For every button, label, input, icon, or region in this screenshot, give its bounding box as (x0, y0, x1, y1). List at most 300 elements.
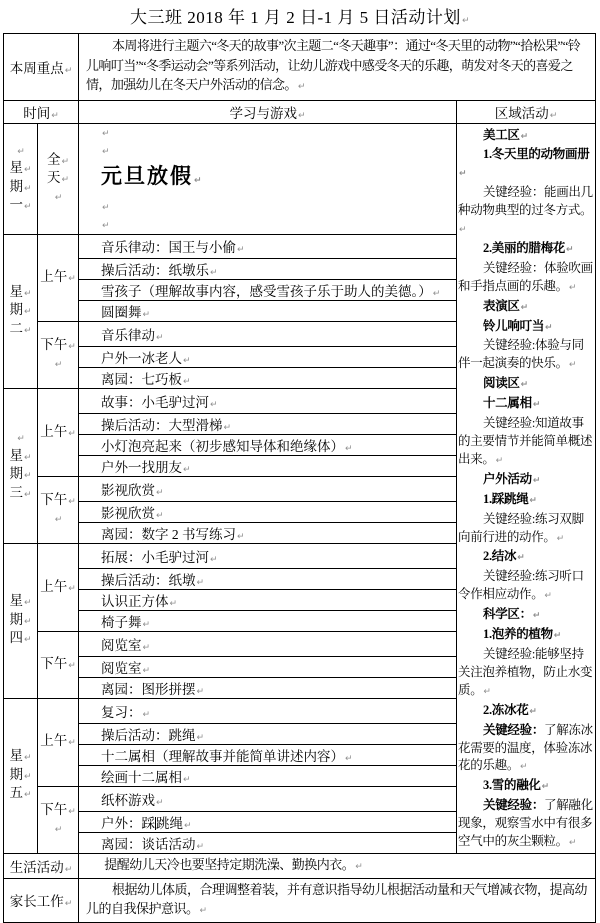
key-experience (458, 184, 594, 240)
activity-cell[interactable] (79, 723, 457, 744)
pilcrow-icon: ↵ (68, 738, 76, 749)
activity-text: 户外一找朋友 (101, 460, 183, 476)
day-label-5 (4, 699, 38, 854)
activity-cell[interactable] (79, 590, 457, 611)
pilcrow-icon: ↵ (432, 289, 441, 300)
pilcrow-icon: ↵ (568, 360, 577, 371)
day-label-char: 期 (9, 302, 23, 318)
activity-text: 跳绳 (156, 815, 184, 831)
region-heading (458, 318, 594, 338)
activity-text: 操后活动：纸墩 (101, 573, 196, 589)
pilcrow-icon: ↵ (532, 475, 541, 486)
activity-cell[interactable] (79, 765, 457, 786)
day-label-char: 五 (9, 785, 23, 801)
pilcrow-icon: ↵ (23, 489, 32, 500)
pilcrow-icon: ↵ (196, 687, 205, 698)
activity-text: 阅览室 (101, 638, 142, 654)
period-label-line (38, 579, 78, 597)
key-experience (458, 646, 594, 702)
pilcrow-icon: ↵ (541, 782, 549, 793)
day-label-line (4, 160, 37, 179)
day-label-2 (4, 234, 38, 389)
pilcrow-icon: ↵ (183, 465, 191, 476)
key-experience-text: 体验吹画和手指点画的乐趣。 (458, 260, 593, 293)
week-focus-cell (79, 34, 596, 101)
pilcrow-icon: ↵ (532, 400, 541, 411)
activity-cell[interactable] (79, 632, 457, 657)
holiday-label: 元旦放假 (101, 163, 194, 188)
activity-cell[interactable] (79, 280, 457, 301)
day-label-line (4, 179, 37, 198)
day-label-char: 四 (9, 630, 23, 646)
pilcrow-icon: ↵ (194, 175, 204, 186)
activity-cell[interactable] (79, 477, 457, 502)
key-experience-label: 关键经验: (483, 338, 535, 353)
col-header-region (457, 100, 596, 123)
day-label-3 (4, 389, 38, 544)
activity-text: 离园：七巧板 (101, 372, 183, 388)
period-label-line (38, 802, 78, 820)
pilcrow-icon: ↵ (102, 128, 110, 139)
pilcrow-icon: ↵ (61, 156, 70, 167)
day-label-1 (4, 123, 38, 234)
pilcrow-icon: ↵ (520, 380, 528, 391)
pilcrow-icon: ↵ (196, 732, 205, 743)
period-label-line (38, 733, 78, 751)
pilcrow-icon: ↵ (237, 245, 245, 256)
pilcrow-icon: ↵ (169, 599, 178, 610)
period-label-line (38, 656, 78, 674)
pilcrow-icon: ↵ (156, 511, 164, 522)
pilcrow-icon: ↵ (156, 797, 164, 808)
pilcrow-icon: ↵ (345, 444, 353, 455)
activity-text: 故事：小毛驴过河 (101, 395, 210, 411)
plan-table (3, 33, 596, 923)
parent-work-row-cell (79, 878, 596, 922)
pilcrow-icon: ↵ (532, 611, 541, 622)
activity-cell[interactable] (79, 678, 457, 699)
day-label-char: 星 (9, 593, 23, 609)
pilcrow-icon: ↵ (51, 110, 59, 121)
day-label-char: 期 (9, 466, 23, 482)
pilcrow-icon: ↵ (23, 616, 32, 627)
key-experience-text: 练习听口令作相应动作。 (458, 569, 584, 602)
pilcrow-icon: ↵ (529, 495, 537, 506)
period-label (38, 322, 79, 389)
activity-text: 阅览室 (101, 661, 142, 677)
activity-text: 拓展：小毛驴过河 (101, 550, 210, 566)
pilcrow-icon: ↵ (544, 591, 552, 602)
day-label-line (4, 197, 37, 216)
life-activity-row-cell (79, 853, 596, 878)
life-activity-row-text (79, 854, 595, 878)
activity-cell[interactable] (79, 123, 457, 234)
region-heading (458, 127, 594, 147)
activity-text: 椅子舞 (101, 615, 142, 631)
activity-cell[interactable] (79, 611, 457, 632)
activity-cell[interactable] (79, 435, 457, 456)
period-label (38, 632, 79, 699)
day-label-line (4, 748, 37, 767)
pilcrow-icon: ↵ (156, 488, 164, 499)
activity-cell[interactable] (79, 301, 457, 322)
activity-text: 音乐律动 (101, 328, 156, 344)
period-label-text: 上午 (40, 733, 68, 749)
day-label-line (4, 630, 37, 649)
week-focus-label-text: 本周重点 (9, 60, 64, 76)
day-label-line (4, 785, 37, 804)
activity-cell[interactable] (79, 786, 457, 811)
pilcrow-icon: ↵ (64, 65, 73, 76)
parent-work-row-label (4, 878, 79, 922)
pilcrow-icon: ↵ (237, 532, 245, 543)
activity-text: 离园：谈话活动 (101, 836, 196, 852)
pilcrow-icon: ↵ (553, 631, 562, 642)
pilcrow-icon: ↵ (297, 110, 306, 121)
pilcrow-icon: ↵ (520, 131, 528, 142)
period-label-text: 上午 (40, 423, 68, 439)
activity-cell[interactable] (79, 414, 457, 435)
period-label (38, 544, 79, 632)
period-label-text: 下午 (40, 337, 68, 353)
pilcrow-icon: ↵ (23, 307, 32, 318)
life-activity-row-label-text: 生活活动 (9, 859, 64, 875)
period-label (38, 699, 79, 787)
pilcrow-icon: ↵ (495, 455, 503, 466)
col-header-learning (79, 100, 457, 123)
period-label-line (38, 424, 78, 442)
region-heading (458, 702, 594, 722)
key-experience-label: 关键经验: (483, 646, 535, 661)
pilcrow-icon: ↵ (142, 643, 151, 654)
activity-text: 十二属相（理解故事并能简单讲述内容） (101, 748, 345, 764)
pilcrow-icon: ↵ (102, 220, 110, 231)
activity-text: 小灯泡亮起来（初步感知导体和绝缘体） (101, 439, 345, 455)
region-heading-text: 1.踩跳绳 (483, 491, 529, 506)
activity-text: 纸杯游戏 (101, 792, 156, 808)
pilcrow-icon: ↵ (568, 282, 577, 293)
activity-text: 绘画十二属相 (101, 769, 183, 785)
activity-cell[interactable] (79, 234, 457, 259)
pilcrow-icon: ↵ (517, 553, 525, 564)
day-label-line (4, 612, 37, 631)
activity-text: 操后活动：跳绳 (101, 727, 196, 743)
day-label-char: 期 (9, 178, 23, 194)
pilcrow-icon: ↵ (461, 16, 470, 26)
region-heading (458, 548, 594, 568)
blank-line (101, 216, 456, 234)
pilcrow-icon: ↵ (23, 452, 32, 463)
pilcrow-icon: ↵ (23, 288, 32, 299)
key-experience-label: 关键经验： (483, 185, 545, 200)
key-experience-text: 练习双脚向前行进的动作。 (458, 511, 584, 544)
day-label-char: 星 (9, 447, 23, 463)
region-heading-text: 美工区 (483, 127, 520, 142)
region-heading (458, 240, 594, 260)
pilcrow-icon: ↵ (568, 838, 577, 849)
key-experience-label: 关键经验: (483, 569, 535, 584)
activity-cell[interactable] (79, 744, 457, 765)
region-heading-text: 2.冻冰花 (483, 702, 529, 717)
week-focus-label (4, 34, 79, 101)
pilcrow-icon: ↵ (68, 661, 76, 672)
pilcrow-icon: ↵ (102, 146, 110, 157)
blank-line (101, 124, 456, 142)
activity-text: 认识正方体 (101, 594, 169, 610)
pilcrow-icon: ↵ (54, 360, 63, 371)
pilcrow-icon: ↵ (23, 771, 32, 782)
key-experience-label: 关键经验： (483, 798, 545, 813)
pilcrow-icon: ↵ (183, 774, 191, 785)
region-heading-text: 铃儿响叮当 (483, 318, 545, 333)
pilcrow-icon: ↵ (520, 302, 528, 313)
pilcrow-icon: ↵ (223, 423, 232, 434)
activity-text: 户外一冰老人 (101, 351, 183, 367)
activity-cell[interactable] (79, 259, 457, 280)
blank-line (38, 188, 78, 206)
pilcrow-icon: ↵ (54, 824, 63, 835)
pilcrow-icon: ↵ (183, 356, 191, 367)
period-label-text: 下午 (40, 492, 68, 508)
activity-cell[interactable] (79, 368, 457, 389)
activity-cell[interactable] (79, 347, 457, 368)
region-heading-text: 户外活动 (483, 471, 532, 486)
region-heading (458, 606, 594, 626)
pilcrow-icon: ↵ (210, 555, 218, 566)
region-heading (458, 146, 594, 184)
holiday-text (101, 163, 456, 195)
day-label-line (4, 321, 37, 340)
activity-cell[interactable] (79, 523, 457, 544)
pilcrow-icon: ↵ (61, 174, 70, 185)
period-label-text: 下午 (40, 656, 68, 672)
pilcrow-icon: ↵ (483, 686, 491, 697)
activity-text: 音乐律动：国王与小偷 (101, 240, 237, 256)
day-label-char: 星 (9, 283, 23, 299)
life-activity-row-body: 提醒幼儿天冷也要坚持定期洗澡、勤换内衣。 (104, 856, 355, 872)
region-activities (457, 123, 596, 853)
day-label-line (4, 429, 37, 448)
activity-cell[interactable] (79, 569, 457, 590)
pilcrow-icon: ↵ (556, 533, 564, 544)
activity-text: 离园：图形拼摆 (101, 682, 196, 698)
pilcrow-icon: ↵ (529, 706, 537, 717)
period-label (38, 123, 79, 234)
region-heading (458, 375, 594, 395)
column-header-row (4, 100, 596, 123)
day-label-line (4, 593, 37, 612)
activity-text: 户外：踩 (101, 815, 156, 831)
blank-line (38, 820, 78, 838)
activity-text: 圆圈舞 (101, 305, 142, 321)
region-heading (458, 491, 594, 511)
page-title-text: 大三班 2018 年 1 月 2 日-1 月 5 日活动计划 (130, 8, 461, 27)
pilcrow-icon: ↵ (210, 400, 218, 411)
life-activity-row (4, 853, 596, 878)
activity-text: 离园：数字 2 书写练习 (101, 527, 237, 543)
parent-work-row (4, 878, 596, 922)
pilcrow-icon: ↵ (210, 268, 218, 279)
pilcrow-icon: ↵ (199, 905, 207, 916)
pilcrow-icon: ↵ (64, 864, 73, 875)
key-experience (458, 260, 594, 298)
pilcrow-icon: ↵ (142, 310, 151, 321)
activity-text: 雪孩子（理解故事内容，感受雪孩子乐于助人的美德。） (101, 284, 432, 300)
day-label-4 (4, 544, 38, 699)
day-label-char: 期 (9, 611, 23, 627)
day-label-line (4, 485, 37, 504)
pilcrow-icon: ↵ (23, 635, 32, 646)
schedule-row (4, 123, 596, 234)
col-header-time (4, 100, 79, 123)
pilcrow-icon: ↵ (297, 82, 305, 92)
region-heading-text: 2.结冰 (483, 549, 517, 564)
activity-text: 影视欣赏 (101, 506, 156, 522)
activity-cell[interactable] (79, 456, 457, 477)
activity-text: 操后活动：纸墩乐 (101, 263, 210, 279)
period-label-text: 上午 (40, 268, 68, 284)
pilcrow-icon: ↵ (68, 583, 76, 594)
pilcrow-icon: ↵ (23, 183, 32, 194)
pilcrow-icon: ↵ (156, 333, 164, 344)
pilcrow-icon: ↵ (68, 428, 76, 439)
pilcrow-icon: ↵ (183, 377, 191, 388)
parent-work-row-label-text: 家长工作 (9, 894, 64, 910)
pilcrow-icon: ↵ (545, 322, 553, 333)
day-label-line (4, 466, 37, 485)
pilcrow-icon: ↵ (23, 325, 32, 336)
activity-cell[interactable] (79, 811, 457, 832)
day-label-char: 一 (9, 197, 23, 212)
page-title (0, 0, 600, 33)
day-label-line (4, 142, 37, 161)
parent-work-row-text (79, 879, 595, 922)
key-experience-label: 关键经验： (483, 260, 545, 275)
period-label-line (38, 269, 78, 287)
region-heading-text: 表演区 (483, 298, 520, 313)
activity-cell[interactable] (79, 389, 457, 414)
activity-cell[interactable] (79, 699, 457, 724)
activity-text: 复习： (101, 704, 142, 720)
pilcrow-icon: ↵ (355, 861, 363, 872)
period-label (38, 477, 79, 544)
region-heading-text: 阅读区 (483, 376, 520, 391)
pilcrow-icon: ↵ (459, 169, 467, 180)
key-experience (458, 797, 594, 853)
period-label-line (38, 170, 78, 188)
key-experience-text: 能画出几种动物典型的过冬方式。 (458, 185, 593, 218)
key-experience (458, 337, 594, 375)
life-activity-row-label (4, 853, 79, 878)
pilcrow-icon: ↵ (23, 753, 32, 764)
period-label-text: 天 (46, 169, 61, 185)
period-label (38, 234, 79, 322)
blank-line (38, 355, 78, 373)
pilcrow-icon: ↵ (68, 342, 76, 353)
day-label-char: 星 (9, 748, 23, 764)
region-heading (458, 471, 594, 491)
activity-cell[interactable] (79, 544, 457, 569)
pilcrow-icon: ↵ (23, 202, 32, 212)
pilcrow-icon: ↵ (17, 434, 25, 445)
activity-cell[interactable] (79, 657, 457, 678)
key-experience-text: 了解冻冰花需要的温度，体验冻冰花的乐趣。 (458, 722, 593, 773)
col-header-learning-text: 学习与游戏 (229, 105, 297, 121)
activity-cell[interactable] (79, 322, 457, 347)
period-label-line (38, 337, 78, 355)
key-experience-text: 了解融化现象，观察雪水中有很多空气中的灰尘颗粒。 (458, 798, 593, 849)
pilcrow-icon: ↵ (68, 497, 76, 508)
period-label-line (38, 152, 78, 170)
period-label-text: 下午 (40, 801, 68, 817)
pilcrow-icon: ↵ (520, 762, 528, 773)
day-label-char: 期 (9, 766, 23, 782)
day-label-line (4, 767, 37, 786)
key-experience-label: 关键经验： (483, 722, 545, 737)
activity-cell[interactable] (79, 502, 457, 523)
key-experience-text: 知道故事的主要情节并能简单概述出来。 (458, 416, 593, 466)
region-heading-text: 科学区： (483, 607, 532, 622)
pilcrow-icon: ↵ (17, 146, 25, 157)
period-label-text: 上午 (40, 578, 68, 594)
key-experience-text: 能够坚持关注泡养植物，防止水变质。 (458, 646, 593, 697)
pilcrow-icon: ↵ (459, 225, 467, 236)
pilcrow-icon: ↵ (345, 753, 353, 764)
region-heading (458, 626, 594, 646)
region-heading (458, 395, 594, 415)
blank-line (38, 510, 78, 528)
activity-text: 操后活动：大型滑梯 (101, 418, 223, 434)
pilcrow-icon: ↵ (54, 192, 63, 203)
period-label-text: 全 (46, 151, 61, 167)
activity-text: 影视欣赏 (101, 483, 156, 499)
period-label-line (38, 492, 78, 510)
pilcrow-icon: ↵ (68, 806, 76, 817)
key-experience-label: 关键经验: (483, 511, 535, 526)
period-label (38, 389, 79, 477)
day-label-char: 三 (9, 484, 23, 500)
week-focus-body: 本周将进行主题六“冬天的故事”次主题二“冬天趣事”：通过“冬天里的动物”“拾松果”“铃儿响叮当”“冬季运动会”等系列活动，让幼儿游戏中感受冬天的乐趣，萌发对冬天的喜爱之情，加强幼儿在冬天户外活动的信念。 (86, 38, 581, 92)
region-heading-text: 2.美丽的腊梅花 (483, 240, 565, 255)
blank-line (101, 198, 456, 216)
activity-cell[interactable] (79, 832, 457, 853)
pilcrow-icon: ↵ (142, 709, 151, 720)
pilcrow-icon: ↵ (184, 820, 192, 831)
pilcrow-icon: ↵ (68, 273, 76, 284)
region-heading (458, 777, 594, 797)
pilcrow-icon: ↵ (549, 110, 558, 121)
blank-line (101, 142, 456, 160)
region-heading-text: 十二属相 (483, 396, 532, 411)
key-experience (458, 511, 594, 549)
pilcrow-icon: ↵ (142, 666, 151, 677)
col-header-time-text: 时间 (23, 105, 51, 121)
pilcrow-icon: ↵ (23, 790, 32, 801)
pilcrow-icon: ↵ (23, 598, 32, 609)
week-focus-row (4, 34, 596, 101)
pilcrow-icon: ↵ (23, 165, 32, 175)
day-label-char: 二 (9, 320, 23, 336)
key-experience-text: 体验与同伴一起演奏的快乐。 (458, 338, 584, 371)
parent-work-row-body: 根据幼儿体质，合理调整着装，并有意识指导幼儿根据活动量和天气增减衣物，提高幼儿的自我保护意识。 (86, 881, 588, 916)
pilcrow-icon: ↵ (23, 471, 32, 482)
region-heading-text: 3.雪的融化 (483, 778, 541, 793)
col-header-region-text: 区域活动 (494, 105, 549, 121)
week-focus-text (79, 34, 595, 100)
day-label-line (4, 284, 37, 303)
key-experience (458, 568, 594, 606)
key-experience (458, 722, 594, 778)
